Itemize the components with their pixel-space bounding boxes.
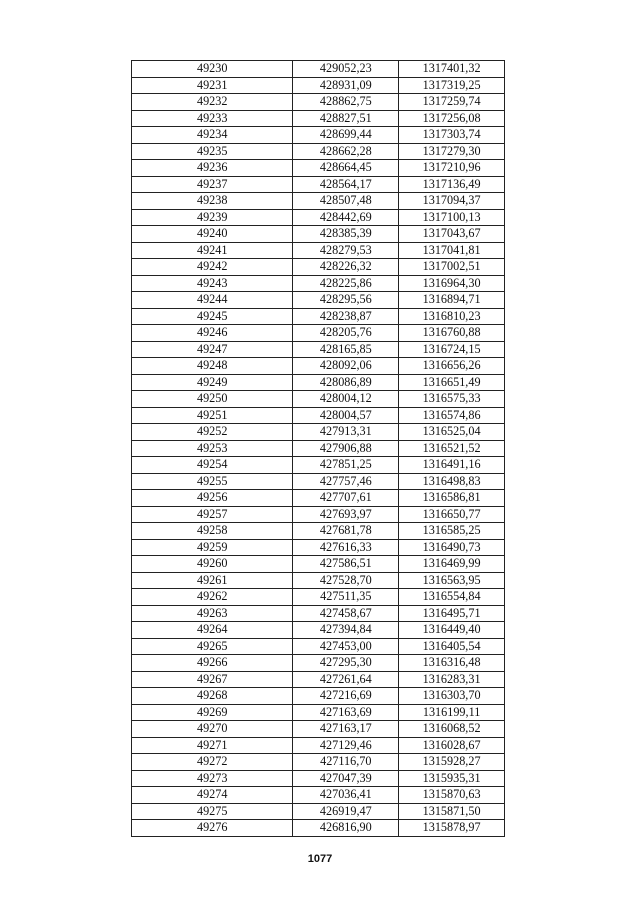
- table-row: [132, 820, 505, 837]
- table-row: [132, 325, 505, 342]
- table-row: [132, 193, 505, 210]
- table-row: [132, 688, 505, 705]
- table-row: [132, 275, 505, 292]
- y-coordinate-cell: 1315870,63: [399, 787, 505, 804]
- y-coordinate-cell: 1316563,95: [399, 572, 505, 589]
- y-coordinate-cell: 1316316,48: [399, 655, 505, 672]
- x-coordinate-cell: 428442,69: [293, 209, 399, 226]
- table-row: [132, 209, 505, 226]
- x-coordinate-cell: 426816,90: [293, 820, 399, 837]
- point-number-cell: 49253: [132, 440, 293, 457]
- table-row: [132, 61, 505, 78]
- point-number-cell: 49257: [132, 506, 293, 523]
- point-number-cell: 49251: [132, 407, 293, 424]
- point-number-cell: 49267: [132, 671, 293, 688]
- table-row: [132, 539, 505, 556]
- y-coordinate-cell: 1316491,16: [399, 457, 505, 474]
- y-coordinate-cell: 1316068,52: [399, 721, 505, 738]
- point-number-cell: 49255: [132, 473, 293, 490]
- y-coordinate-cell: 1317043,67: [399, 226, 505, 243]
- table-row: [132, 704, 505, 721]
- table-row: [132, 523, 505, 540]
- x-coordinate-cell: 428699,44: [293, 127, 399, 144]
- y-coordinate-cell: 1316575,33: [399, 391, 505, 408]
- point-number-cell: 49258: [132, 523, 293, 540]
- y-coordinate-cell: 1317100,13: [399, 209, 505, 226]
- x-coordinate-cell: 428205,76: [293, 325, 399, 342]
- point-number-cell: 49233: [132, 110, 293, 127]
- table-row: [132, 160, 505, 177]
- point-number-cell: 49230: [132, 61, 293, 78]
- y-coordinate-cell: 1317279,30: [399, 143, 505, 160]
- x-coordinate-cell: 428165,85: [293, 341, 399, 358]
- point-number-cell: 49268: [132, 688, 293, 705]
- x-coordinate-cell: 428226,32: [293, 259, 399, 276]
- point-number-cell: 49243: [132, 275, 293, 292]
- table-row: [132, 424, 505, 441]
- x-coordinate-cell: 428086,89: [293, 374, 399, 391]
- table-row: [132, 803, 505, 820]
- x-coordinate-cell: 428004,57: [293, 407, 399, 424]
- y-coordinate-cell: 1317094,37: [399, 193, 505, 210]
- y-coordinate-cell: 1316525,04: [399, 424, 505, 441]
- x-coordinate-cell: 427511,35: [293, 589, 399, 606]
- table-row: [132, 358, 505, 375]
- x-coordinate-cell: 428862,75: [293, 94, 399, 111]
- table-row: [132, 259, 505, 276]
- y-coordinate-cell: 1316810,23: [399, 308, 505, 325]
- table-row: [132, 94, 505, 111]
- y-coordinate-cell: 1315928,27: [399, 754, 505, 771]
- point-number-cell: 49236: [132, 160, 293, 177]
- x-coordinate-cell: 427163,69: [293, 704, 399, 721]
- point-number-cell: 49244: [132, 292, 293, 309]
- table-row: [132, 572, 505, 589]
- table-row: [132, 671, 505, 688]
- point-number-cell: 49241: [132, 242, 293, 259]
- y-coordinate-cell: 1317319,25: [399, 77, 505, 94]
- point-number-cell: 49260: [132, 556, 293, 573]
- table-row: [132, 374, 505, 391]
- point-number-cell: 49256: [132, 490, 293, 507]
- coordinates-table-body: [132, 61, 505, 837]
- table-row: [132, 605, 505, 622]
- point-number-cell: 49272: [132, 754, 293, 771]
- point-number-cell: 49242: [132, 259, 293, 276]
- x-coordinate-cell: 427295,30: [293, 655, 399, 672]
- x-coordinate-cell: 428004,12: [293, 391, 399, 408]
- table-row: [132, 556, 505, 573]
- y-coordinate-cell: 1317041,81: [399, 242, 505, 259]
- table-row: [132, 77, 505, 94]
- table-row: [132, 292, 505, 309]
- y-coordinate-cell: 1316585,25: [399, 523, 505, 540]
- x-coordinate-cell: 427216,69: [293, 688, 399, 705]
- y-coordinate-cell: 1316964,30: [399, 275, 505, 292]
- table-row: [132, 242, 505, 259]
- x-coordinate-cell: 427693,97: [293, 506, 399, 523]
- table-row: [132, 308, 505, 325]
- x-coordinate-cell: 428279,53: [293, 242, 399, 259]
- point-number-cell: 49275: [132, 803, 293, 820]
- point-number-cell: 49266: [132, 655, 293, 672]
- x-coordinate-cell: 427851,25: [293, 457, 399, 474]
- x-coordinate-cell: 428507,48: [293, 193, 399, 210]
- table-row: [132, 473, 505, 490]
- x-coordinate-cell: 427261,64: [293, 671, 399, 688]
- x-coordinate-cell: 428662,28: [293, 143, 399, 160]
- y-coordinate-cell: 1316469,99: [399, 556, 505, 573]
- point-number-cell: 49238: [132, 193, 293, 210]
- x-coordinate-cell: 427458,67: [293, 605, 399, 622]
- y-coordinate-cell: 1316199,11: [399, 704, 505, 721]
- point-number-cell: 49252: [132, 424, 293, 441]
- x-coordinate-cell: 427047,39: [293, 770, 399, 787]
- y-coordinate-cell: 1317259,74: [399, 94, 505, 111]
- x-coordinate-cell: 427707,61: [293, 490, 399, 507]
- y-coordinate-cell: 1317136,49: [399, 176, 505, 193]
- table-row: [132, 638, 505, 655]
- y-coordinate-cell: 1316760,88: [399, 325, 505, 342]
- y-coordinate-cell: 1315935,31: [399, 770, 505, 787]
- table-row: [132, 457, 505, 474]
- point-number-cell: 49249: [132, 374, 293, 391]
- point-number-cell: 49269: [132, 704, 293, 721]
- y-coordinate-cell: 1317256,08: [399, 110, 505, 127]
- point-number-cell: 49264: [132, 622, 293, 639]
- x-coordinate-cell: 428385,39: [293, 226, 399, 243]
- point-number-cell: 49259: [132, 539, 293, 556]
- point-number-cell: 49270: [132, 721, 293, 738]
- point-number-cell: 49245: [132, 308, 293, 325]
- x-coordinate-cell: 428092,06: [293, 358, 399, 375]
- table-row: [132, 506, 505, 523]
- y-coordinate-cell: 1316405,54: [399, 638, 505, 655]
- point-number-cell: 49250: [132, 391, 293, 408]
- y-coordinate-cell: 1316449,40: [399, 622, 505, 639]
- y-coordinate-cell: 1316521,52: [399, 440, 505, 457]
- y-coordinate-cell: 1316574,86: [399, 407, 505, 424]
- point-number-cell: 49232: [132, 94, 293, 111]
- point-number-cell: 49235: [132, 143, 293, 160]
- table-row: [132, 490, 505, 507]
- y-coordinate-cell: 1317401,32: [399, 61, 505, 78]
- y-coordinate-cell: 1316651,49: [399, 374, 505, 391]
- x-coordinate-cell: 428564,17: [293, 176, 399, 193]
- table-row: [132, 754, 505, 771]
- point-number-cell: 49271: [132, 737, 293, 754]
- table-row: [132, 589, 505, 606]
- x-coordinate-cell: 429052,23: [293, 61, 399, 78]
- x-coordinate-cell: 428225,86: [293, 275, 399, 292]
- x-coordinate-cell: 426919,47: [293, 803, 399, 820]
- point-number-cell: 49265: [132, 638, 293, 655]
- x-coordinate-cell: 427616,33: [293, 539, 399, 556]
- point-number-cell: 49239: [132, 209, 293, 226]
- point-number-cell: 49240: [132, 226, 293, 243]
- x-coordinate-cell: 428664,45: [293, 160, 399, 177]
- point-number-cell: 49263: [132, 605, 293, 622]
- point-number-cell: 49237: [132, 176, 293, 193]
- point-number-cell: 49247: [132, 341, 293, 358]
- y-coordinate-cell: 1315878,97: [399, 820, 505, 837]
- table-row: [132, 737, 505, 754]
- table-row: [132, 143, 505, 160]
- table-row: [132, 391, 505, 408]
- x-coordinate-cell: 427586,51: [293, 556, 399, 573]
- table-row: [132, 440, 505, 457]
- point-number-cell: 49248: [132, 358, 293, 375]
- y-coordinate-cell: 1317210,96: [399, 160, 505, 177]
- y-coordinate-cell: 1316283,31: [399, 671, 505, 688]
- table-row: [132, 110, 505, 127]
- x-coordinate-cell: 427129,46: [293, 737, 399, 754]
- x-coordinate-cell: 427036,41: [293, 787, 399, 804]
- y-coordinate-cell: 1316028,67: [399, 737, 505, 754]
- point-number-cell: 49276: [132, 820, 293, 837]
- table-row: [132, 176, 505, 193]
- coordinates-table: [131, 60, 505, 837]
- point-number-cell: 49274: [132, 787, 293, 804]
- x-coordinate-cell: 427913,31: [293, 424, 399, 441]
- x-coordinate-cell: 427394,84: [293, 622, 399, 639]
- table-row: [132, 622, 505, 639]
- y-coordinate-cell: 1316303,70: [399, 688, 505, 705]
- point-number-cell: 49254: [132, 457, 293, 474]
- x-coordinate-cell: 427116,70: [293, 754, 399, 771]
- y-coordinate-cell: 1316495,71: [399, 605, 505, 622]
- y-coordinate-cell: 1316656,26: [399, 358, 505, 375]
- table-row: [132, 721, 505, 738]
- x-coordinate-cell: 427163,17: [293, 721, 399, 738]
- x-coordinate-cell: 427453,00: [293, 638, 399, 655]
- point-number-cell: 49231: [132, 77, 293, 94]
- x-coordinate-cell: 428295,56: [293, 292, 399, 309]
- x-coordinate-cell: 428931,09: [293, 77, 399, 94]
- y-coordinate-cell: 1316498,83: [399, 473, 505, 490]
- x-coordinate-cell: 428827,51: [293, 110, 399, 127]
- x-coordinate-cell: 428238,87: [293, 308, 399, 325]
- y-coordinate-cell: 1316586,81: [399, 490, 505, 507]
- table-row: [132, 407, 505, 424]
- point-number-cell: 49246: [132, 325, 293, 342]
- point-number-cell: 49261: [132, 572, 293, 589]
- y-coordinate-cell: 1316724,15: [399, 341, 505, 358]
- table-row: [132, 226, 505, 243]
- page-number: 1077: [307, 853, 333, 865]
- table-row: [132, 341, 505, 358]
- y-coordinate-cell: 1316650,77: [399, 506, 505, 523]
- x-coordinate-cell: 427681,78: [293, 523, 399, 540]
- y-coordinate-cell: 1317002,51: [399, 259, 505, 276]
- y-coordinate-cell: 1317303,74: [399, 127, 505, 144]
- y-coordinate-cell: 1316554,84: [399, 589, 505, 606]
- x-coordinate-cell: 427528,70: [293, 572, 399, 589]
- table-row: [132, 787, 505, 804]
- table-row: [132, 655, 505, 672]
- y-coordinate-cell: 1315871,50: [399, 803, 505, 820]
- table-row: [132, 770, 505, 787]
- x-coordinate-cell: 427757,46: [293, 473, 399, 490]
- table-row: [132, 127, 505, 144]
- x-coordinate-cell: 427906,88: [293, 440, 399, 457]
- point-number-cell: 49273: [132, 770, 293, 787]
- y-coordinate-cell: 1316894,71: [399, 292, 505, 309]
- y-coordinate-cell: 1316490,73: [399, 539, 505, 556]
- point-number-cell: 49234: [132, 127, 293, 144]
- point-number-cell: 49262: [132, 589, 293, 606]
